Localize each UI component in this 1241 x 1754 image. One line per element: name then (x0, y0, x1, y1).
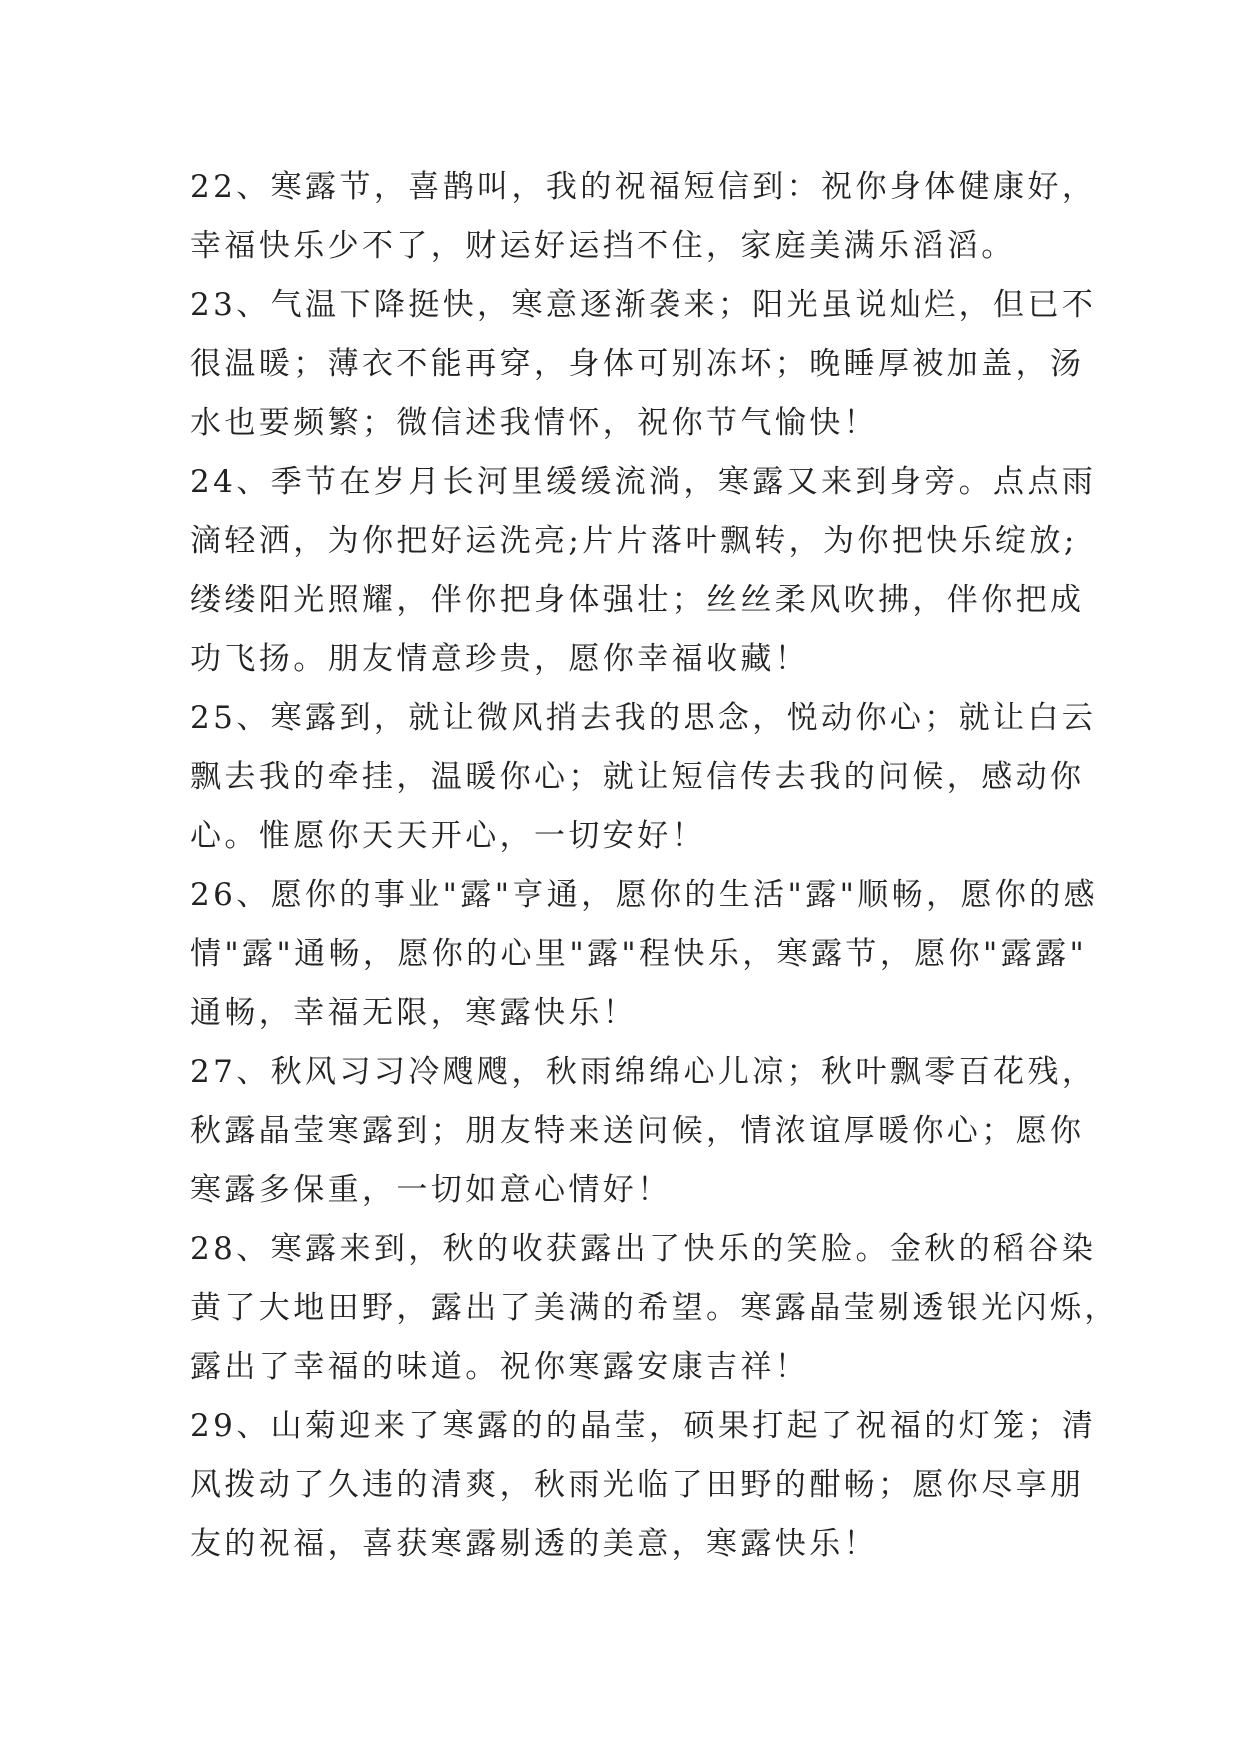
text-line: 秋露晶莹寒露到；朋友特来送问候，情浓谊厚暖你心；愿你 (190, 1113, 1085, 1149)
entry-24 (190, 453, 1097, 689)
text-line: 幸福快乐少不了，财运好运挡不住，家庭美满乐滔滔。 (190, 228, 1016, 264)
text-line: 26、愿你的事业"露"亨通，愿你的生活"露"顺畅，愿你的感 (190, 877, 1099, 913)
entry-29 (190, 1397, 1097, 1574)
text-line: 心。惟愿你天天开心，一切安好！ (190, 818, 706, 854)
entry-25 (190, 689, 1097, 866)
text-line: 27、秋风习习冷飕飕，秋雨绵绵心儿凉；秋叶飘零百花残， (190, 1054, 1097, 1090)
text-line: 飘去我的牵挂，温暖你心；就让短信传去我的问候，感动你 (190, 759, 1085, 795)
text-line: 风拨动了久违的清爽，秋雨光临了田野的酣畅；愿你尽享朋 (190, 1467, 1085, 1503)
text-line: 缕缕阳光照耀，伴你把身体强壮；丝丝柔风吹拂，伴你把成 (190, 582, 1085, 618)
entry-23 (190, 276, 1097, 453)
text-line: 水也要频繁；微信述我情怀，祝你节气愉快！ (190, 405, 878, 441)
text-line: 通畅，幸福无限，寒露快乐！ (190, 995, 638, 1031)
text-line: 28、寒露来到，秋的收获露出了快乐的笑脸。金秋的稻谷染 (190, 1231, 1097, 1267)
entry-22 (190, 158, 1097, 276)
text-line: 功飞扬。朋友情意珍贵，愿你幸福收藏！ (190, 641, 810, 677)
text-line: 滴轻洒，为你把好运洗亮;片片落叶飘转，为你把快乐绽放; (190, 523, 1078, 559)
entry-27 (190, 1043, 1097, 1220)
text-line: 情"露"通畅，愿你的心里"露"程快乐，寒露节，愿你"露露" (190, 936, 1088, 972)
entry-28 (190, 1220, 1119, 1397)
text-line: 露出了幸福的味道。祝你寒露安康吉祥！ (190, 1349, 810, 1385)
entry-26 (190, 866, 1099, 1043)
text-line: 寒露多保重，一切如意心情好！ (190, 1172, 672, 1208)
text-line: 22、寒露节，喜鹊叫，我的祝福短信到：祝你身体健康好， (190, 169, 1097, 205)
text-line: 黄了大地田野，露出了美满的希望。寒露晶莹剔透银光闪烁， (190, 1290, 1119, 1326)
text-line: 23、气温下降挺快，寒意逐渐袭来；阳光虽说灿烂，但已不 (190, 287, 1097, 323)
text-line: 24、季节在岁月长河里缓缓流淌，寒露又来到身旁。点点雨 (190, 464, 1097, 500)
text-line: 29、山菊迎来了寒露的的晶莹，硕果打起了祝福的灯笼；清 (190, 1408, 1097, 1444)
text-line: 25、寒露到，就让微风捎去我的思念，悦动你心；就让白云 (190, 700, 1097, 736)
text-line: 很温暖；薄衣不能再穿，身体可别冻坏；晚睡厚被加盖，汤 (190, 346, 1085, 382)
document-body (190, 158, 1119, 1574)
text-line: 友的祝福，喜获寒露剔透的美意，寒露快乐！ (190, 1526, 878, 1562)
